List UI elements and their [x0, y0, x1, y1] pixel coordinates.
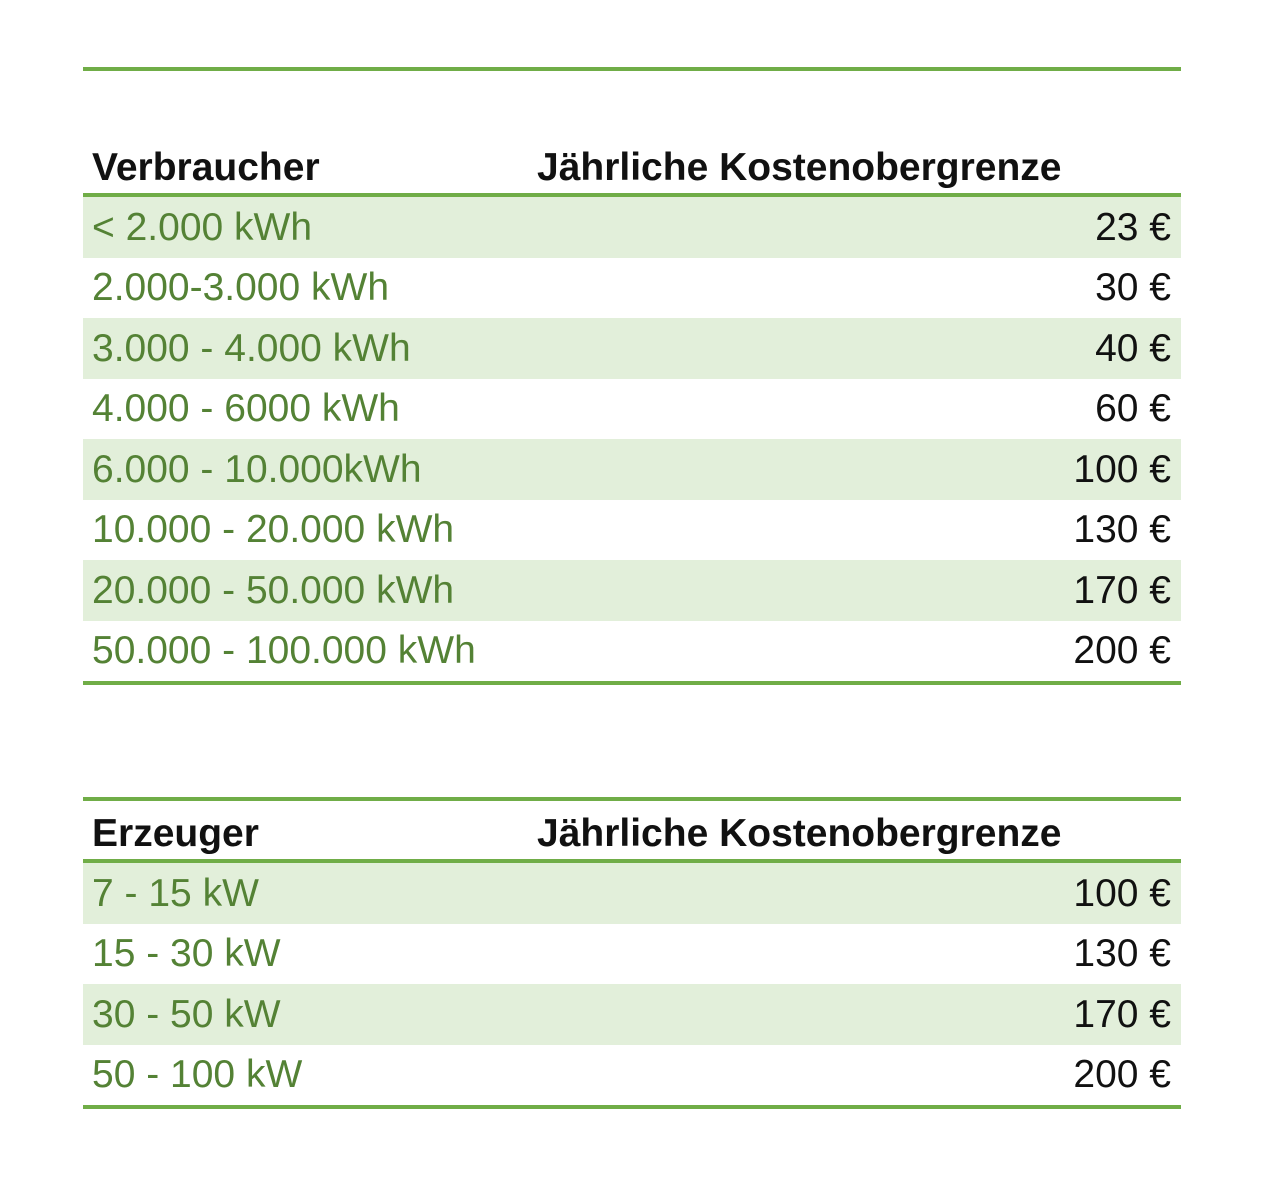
cost-cap-value: 130 € [1073, 508, 1171, 552]
table-row [83, 500, 1181, 561]
producer-cost-table [83, 797, 1181, 1109]
table-row [83, 379, 1181, 440]
table-row [83, 924, 1181, 985]
consumption-range: 6.000 - 10.000kWh [92, 447, 422, 491]
consumer-cost-table [83, 67, 1181, 685]
consumption-range: < 2.000 kWh [92, 205, 313, 249]
capacity-range: 15 - 30 kW [92, 932, 281, 976]
table-row [83, 197, 1181, 258]
column-header-annual-cost-cap: Jährliche Kostenobergrenze [537, 146, 1062, 189]
cost-cap-value: 200 € [1073, 1053, 1171, 1097]
consumption-range: 3.000 - 4.000 kWh [92, 326, 411, 370]
table-row [83, 984, 1181, 1045]
table-row [83, 439, 1181, 500]
table-row [83, 258, 1181, 319]
consumption-range: 2.000-3.000 kWh [92, 266, 390, 310]
table-bottom-rule [83, 1105, 1181, 1109]
column-header-producer: Erzeuger [92, 812, 259, 855]
consumption-range: 4.000 - 6000 kWh [92, 387, 400, 431]
table-header [83, 71, 1181, 193]
cost-cap-value: 200 € [1073, 629, 1171, 673]
capacity-range: 50 - 100 kW [92, 1053, 303, 1097]
column-header-annual-cost-cap: Jährliche Kostenobergrenze [537, 812, 1062, 855]
table-row [83, 863, 1181, 924]
capacity-range: 30 - 50 kW [92, 992, 281, 1036]
capacity-range: 7 - 15 kW [92, 871, 259, 915]
cost-cap-value: 23 € [1095, 205, 1171, 249]
table-row [83, 560, 1181, 621]
cost-cap-value: 60 € [1095, 387, 1171, 431]
table-row [83, 1045, 1181, 1106]
table-row [83, 621, 1181, 682]
table-header [83, 801, 1181, 859]
cost-cap-value: 170 € [1073, 992, 1171, 1036]
cost-cap-value: 170 € [1073, 568, 1171, 612]
cost-cap-value: 30 € [1095, 266, 1171, 310]
column-header-consumer: Verbraucher [92, 146, 320, 189]
cost-cap-value: 40 € [1095, 326, 1171, 370]
consumption-range: 10.000 - 20.000 kWh [92, 508, 455, 552]
consumption-range: 50.000 - 100.000 kWh [92, 629, 476, 673]
cost-cap-value: 130 € [1073, 932, 1171, 976]
cost-cap-value: 100 € [1073, 447, 1171, 491]
table-bottom-rule [83, 681, 1181, 685]
table-row [83, 318, 1181, 379]
consumption-range: 20.000 - 50.000 kWh [92, 568, 455, 612]
cost-cap-value: 100 € [1073, 871, 1171, 915]
